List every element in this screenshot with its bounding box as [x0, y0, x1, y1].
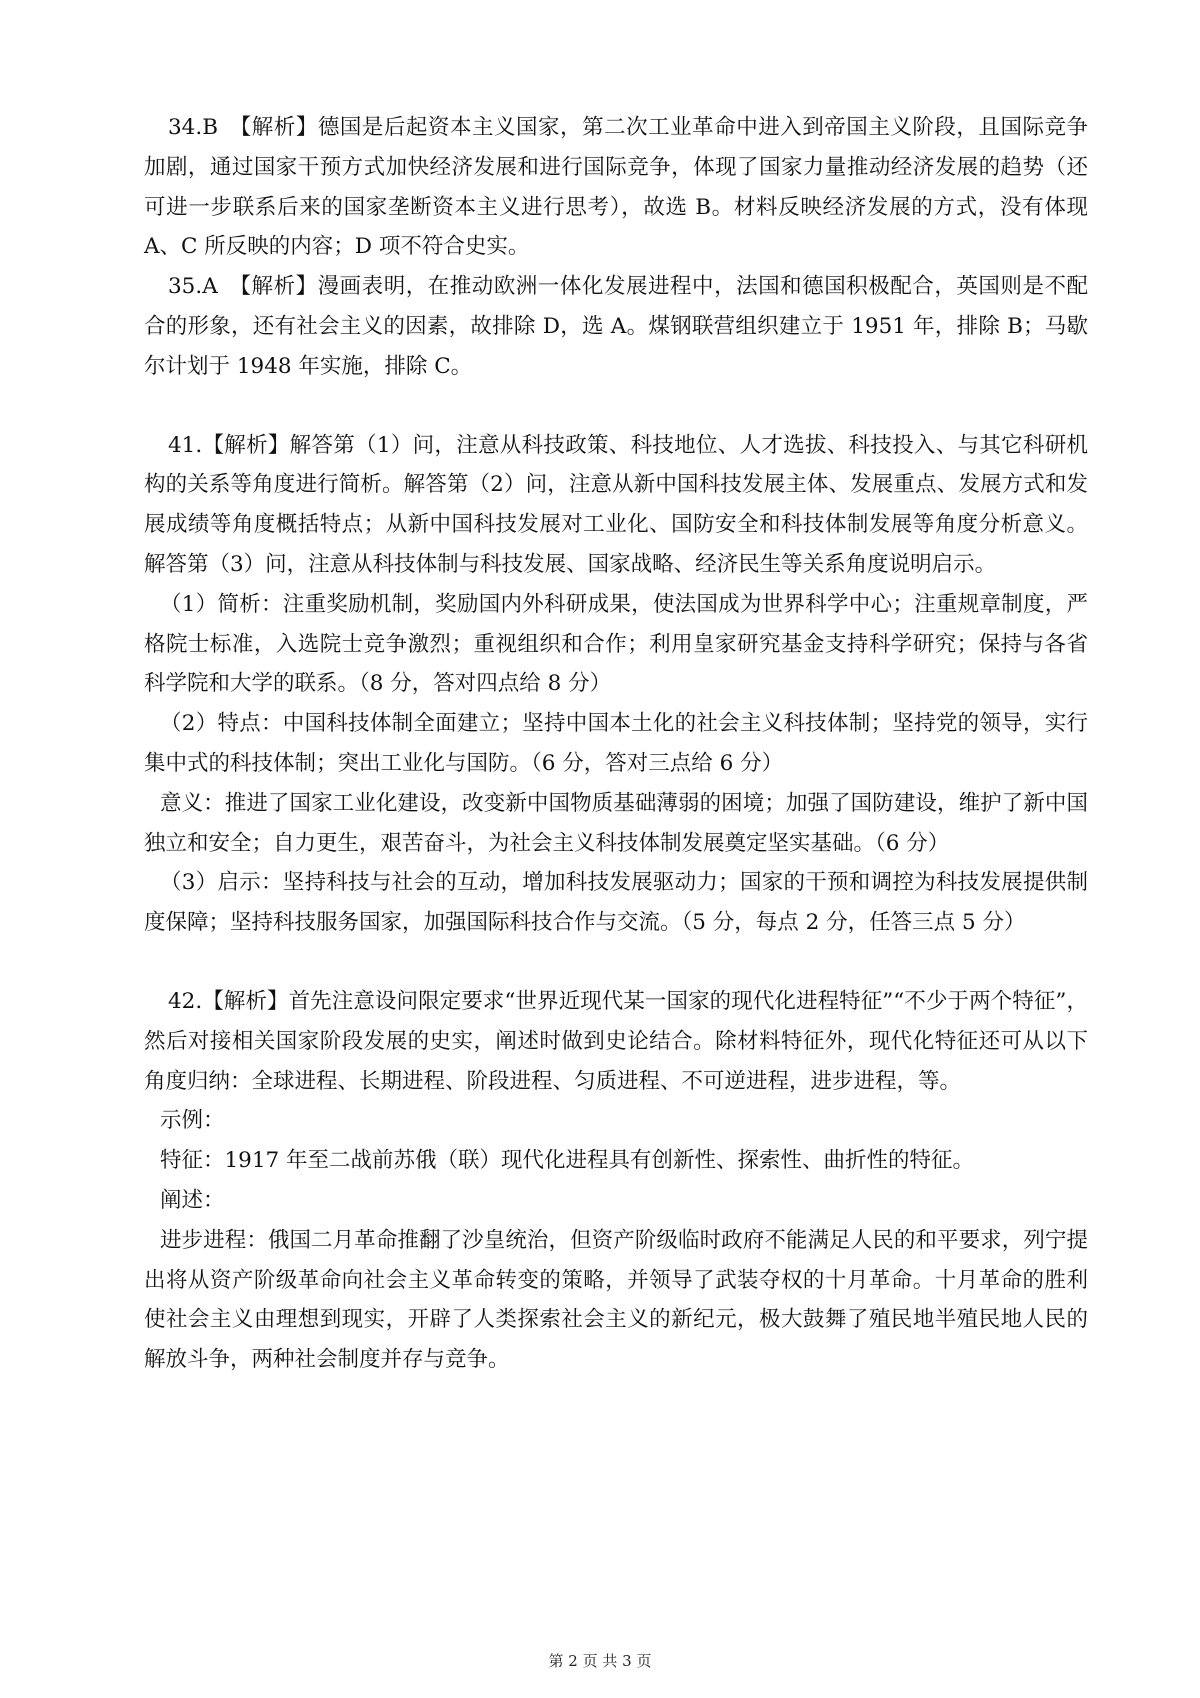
answer-42-example-label: 示例：	[160, 1108, 225, 1134]
answer-content	[144, 108, 1088, 1380]
page-number: 第 2 页 共 3 页	[548, 1652, 652, 1670]
answer-35: 35.A 【解析】漫画表明，在推动欧洲一体化发展进程中，法国和德国积极配合，英国则是不配合的形象，还有社会主义的因素，故排除 D，选 A。煤钢联营组织建立于 1951 年，排除 B；马歇尔计划于 1948 年实施，排除 C。	[144, 274, 1088, 379]
answer-42-intro: 42.【解析】首先注意设问限定要求“世界近现代某一国家的现代化进程特征”“不少于两个特征”，然后对接相关国家阶段发展的史实，阐述时做到史论结合。除材料特征外，现代化特征还可从以下角度归纳：全球进程、长期进程、阶段进程、匀质进程、不可逆进程，进步进程，等。	[144, 988, 1088, 1094]
answer-41-intro: 41.【解析】解答第（1）问，注意从科技政策、科技地位、人才选拔、科技投入、与其它科研机构的关系等角度进行简析。解答第（2）问，注意从新中国科技发展主体、发展重点、发展方式和发展成绩等角度概括特点；从新中国科技发展对工业化、国防安全和科技体制发展等角度分析意义。解答第（3）问，注意从科技体制与科技发展、国家战略、经济民生等关系角度说明启示。	[144, 432, 1088, 577]
spacer	[144, 943, 1088, 982]
answer-41-part3: （3）启示：坚持科技与社会的互动，增加科技发展驱动力；国家的干预和调控为科技发展提供制度保障；坚持科技服务国家，加强国际科技合作与交流。（5 分，每点 2 分，任答三点 5 分）	[144, 870, 1088, 936]
answer-42-progress: 进步进程：俄国二月革命推翻了沙皇统治，但资产阶级临时政府不能满足人民的和平要求，列宁提出将从资产阶级革命向社会主义革命转变的策略，并领导了武装夺权的十月革命。十月革命的胜利使社会主义由理想到现实，开辟了人类探索社会主义的新纪元，极大鼓舞了殖民地半殖民地人民的解放斗争，两种社会制度并存与竞争。	[144, 1227, 1088, 1373]
spacer	[144, 387, 1088, 426]
answer-41-part2: （2）特点：中国科技体制全面建立；坚持中国本土化的社会主义科技体制；坚持党的领导，实行集中式的科技体制；突出工业化与国防。（6 分，答对三点给 6 分）	[144, 711, 1088, 776]
answer-42-explain-label: 阐述：	[160, 1187, 225, 1213]
answer-41-part1: （1）简析：注重奖励机制，奖励国内外科研成果，使法国成为世界科学中心；注重规章制度，严格院士标准，入选院士竞争激烈；重视组织和合作；利用皇家研究基金支持科学研究；保持与各省科学院和大学的联系。（8 分，答对四点给 8 分）	[144, 591, 1088, 697]
answer-34: 34.B 【解析】德国是后起资本主义国家，第二次工业革命中进入到帝国主义阶段，且国际竞争加剧，通过国家干预方式加快经济发展和进行国际竞争，体现了国家力量推动经济发展的趋势（还可进一步联系后来的国家垄断资本主义进行思考），故选 B。材料反映经济发展的方式，没有体现 A、C 所反映的内容；D 项不符合史实。	[144, 115, 1088, 260]
answer-41-significance: 意义：推进了国家工业化建设，改变新中国物质基础薄弱的困境；加强了国防建设，维护了新中国独立和安全；自力更生，艰苦奋斗，为社会主义科技体制发展奠定坚实基础。（6 分）	[144, 790, 1088, 856]
answer-42-feature: 特征：1917 年至二战前苏俄（联）现代化进程具有创新性、探索性、曲折性的特征。	[160, 1148, 975, 1174]
